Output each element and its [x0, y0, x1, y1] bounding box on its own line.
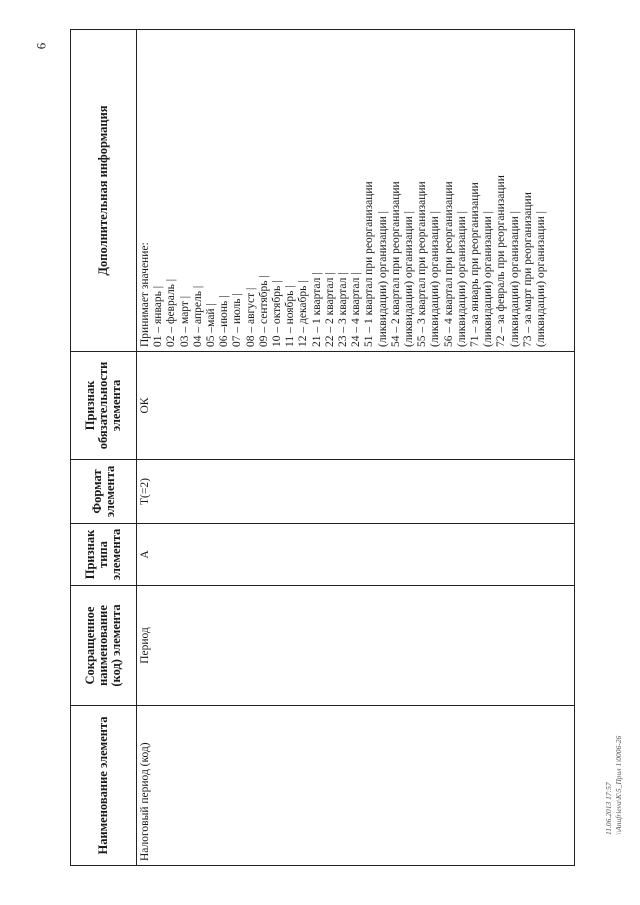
cell-required: ОК	[137, 352, 575, 460]
info-option: 72 – за февраль при реорганизации	[495, 175, 508, 347]
cell-type: А	[137, 524, 575, 586]
info-option: 21 – 1 квартал |	[310, 272, 323, 347]
info-option: 02 – февраль |	[165, 278, 178, 347]
info-option: (ликвидации) организации |	[403, 211, 416, 347]
info-options-list	[152, 34, 548, 347]
info-option: 55 – 3 квартал при реорганизации	[416, 181, 429, 347]
header-additional-info: Дополнительная информация	[71, 30, 137, 352]
info-option: 73 – за март при реорганизации	[521, 192, 534, 347]
header-element-name: Наименование элемента	[71, 706, 137, 866]
info-option: 09 – сентябрь |	[257, 275, 270, 347]
info-option: (ликвидации) организации |	[429, 211, 442, 347]
cell-additional-info	[137, 30, 575, 352]
cell-format: Т(=2)	[137, 460, 575, 524]
info-option: 11 – ноябрь |	[284, 285, 297, 347]
info-option: 51 – 1 квартал при реорганизации	[363, 181, 376, 347]
footer-note	[604, 605, 624, 835]
info-option: (ликвидации) организации |	[508, 211, 521, 347]
info-option: (ликвидации) организации |	[535, 211, 548, 347]
info-option: 22 – 2 квартал |	[323, 272, 336, 347]
element-table	[70, 29, 575, 866]
header-type: Признак типа элемента	[71, 524, 137, 586]
info-option: 08 – август |	[244, 287, 257, 347]
info-option: 07 – июль |	[231, 293, 244, 347]
header-required: Признак обязательности элемента	[71, 352, 137, 460]
info-option: (ликвидации) организации |	[455, 211, 468, 347]
cell-short-name: Период	[137, 586, 575, 706]
info-option: 04 – апрель |	[191, 285, 204, 347]
page-number: 6	[33, 42, 49, 50]
info-option: 01 – январь |	[152, 286, 165, 347]
info-option: 03 – март |	[178, 295, 191, 347]
footer-note-line: \\Anufrieva\К\5_Прил 1\0006-26	[614, 735, 623, 835]
header-short-name: Сокращенное наименование (код) элемента	[71, 586, 137, 706]
info-option: 71 – за январь при реорганизации	[469, 182, 482, 347]
info-option: 54 – 2 квартал при реорганизации	[389, 181, 402, 347]
info-option: 10 – октябрь |	[271, 280, 284, 347]
info-option: 06 –июнь |	[218, 295, 231, 347]
info-option: 23 – 3 квартал |	[337, 272, 350, 347]
info-intro: Принимает значение:	[139, 242, 151, 347]
info-option: (ликвидации) организации |	[376, 211, 389, 347]
footer-note-line: 11.06.2013 17:57	[604, 782, 613, 835]
info-option: 05 –май |	[205, 303, 218, 347]
table-row	[137, 30, 575, 866]
info-option: (ликвидации) организации |	[482, 211, 495, 347]
header-format: Формат элемента	[71, 460, 137, 524]
info-option: 56 – 4 квартал при реорганизации	[442, 181, 455, 347]
info-option: 24 – 4 квартал |	[350, 272, 363, 347]
cell-element-name: Налоговый период (код)	[137, 706, 575, 866]
rotated-table-container	[70, 30, 575, 866]
info-option: 12 – декабрь |	[297, 280, 310, 347]
table-header-row	[71, 30, 137, 866]
